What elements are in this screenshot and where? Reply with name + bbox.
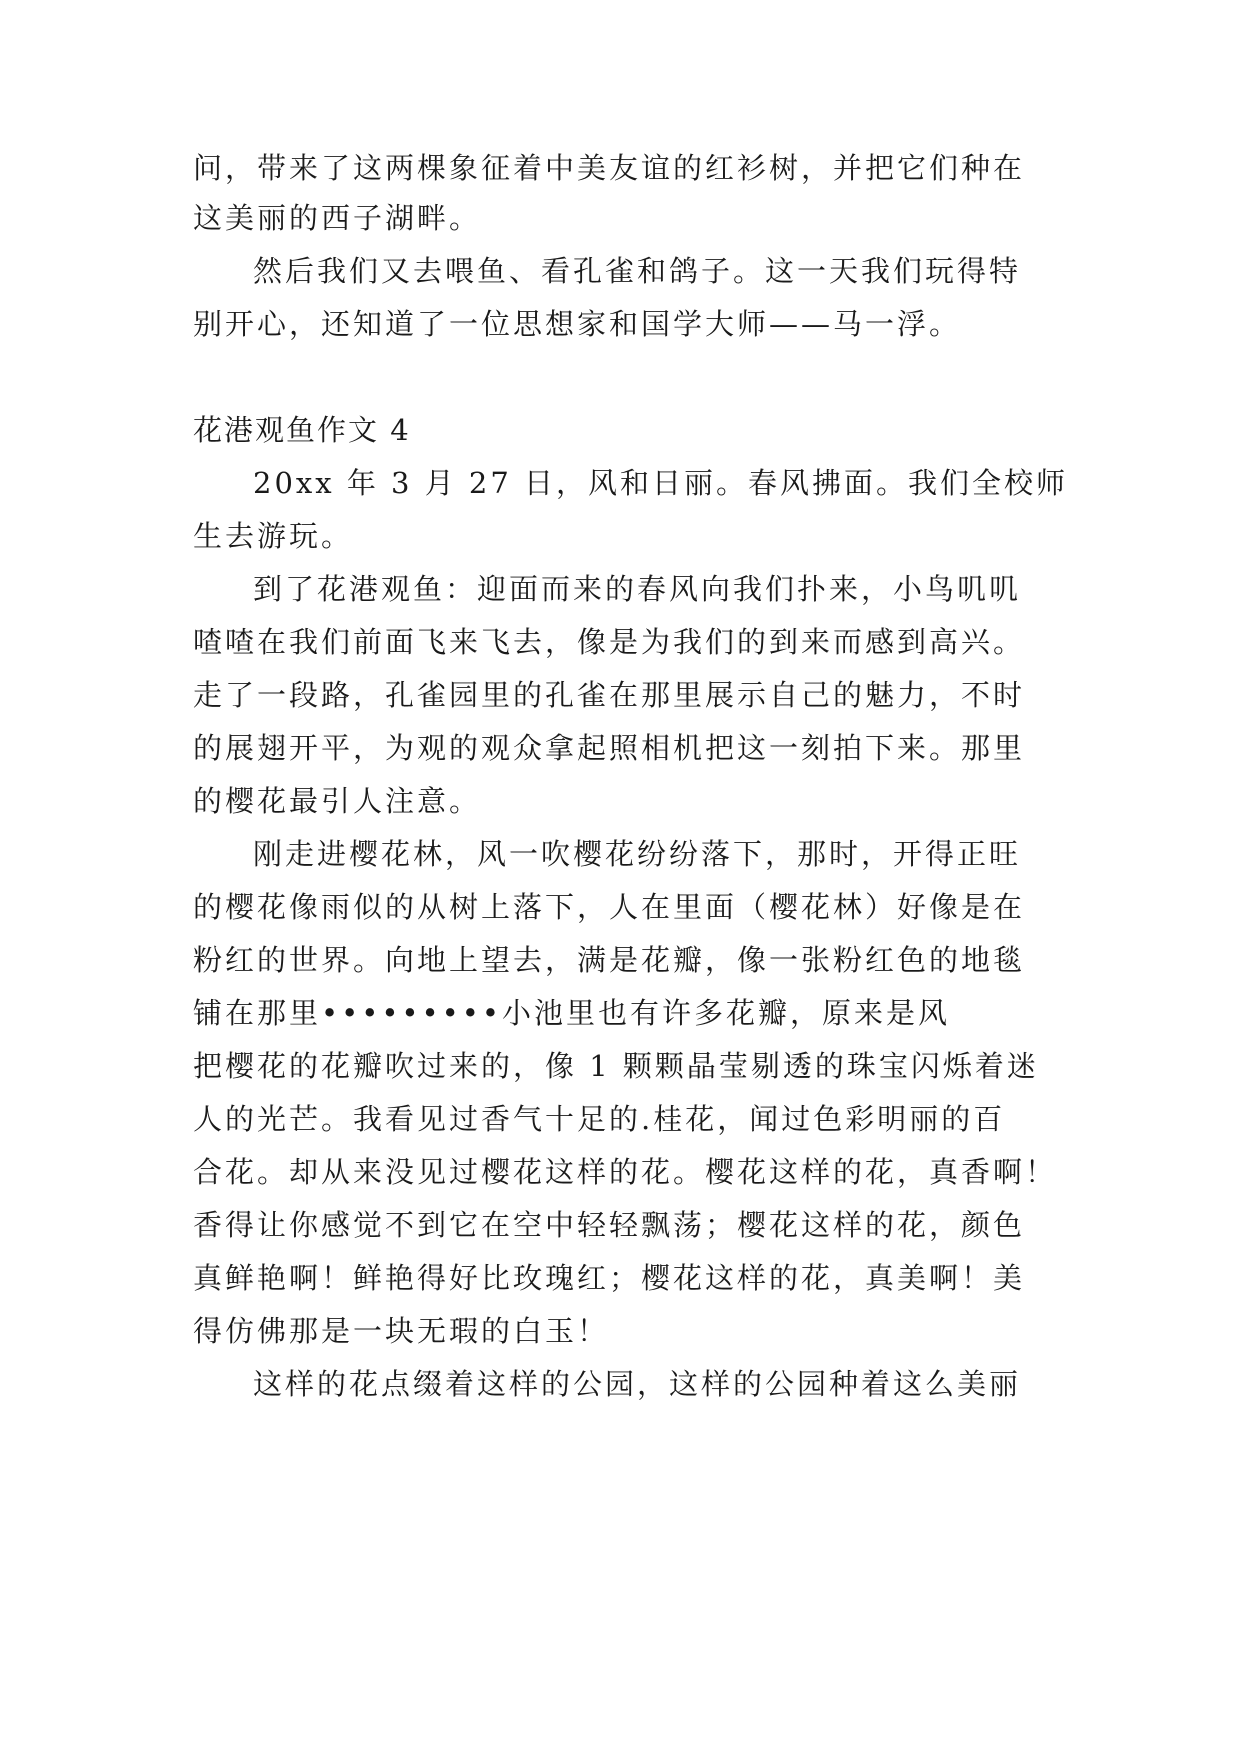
paragraph-line: 这样的花点缀着这样的公园，这样的公园种着这么美丽: [253, 1367, 1022, 1401]
paragraph-line: 这美丽的西子湖畔。: [193, 201, 482, 235]
paragraph-line: 的樱花最引人注意。: [193, 784, 482, 818]
paragraph-line: 生去游玩。: [193, 519, 354, 553]
paragraph-line: 走了一段路，孔雀园里的孔雀在那里展示自己的魅力，不时: [193, 678, 1026, 712]
paragraph-line: 刚走进樱花林，风一吹樱花纷纷落下，那时，开得正旺: [253, 837, 1022, 871]
paragraph-line: 合花。却从来没见过樱花这样的花。樱花这样的花，真香啊！: [193, 1155, 1058, 1189]
paragraph-line: 得仿佛那是一块无瑕的白玉！: [193, 1314, 610, 1348]
paragraph-line: 别开心，还知道了一位思想家和国学大师——马一浮。: [193, 307, 962, 341]
paragraph-line: 20xx 年 3 月 27 日，风和日丽。春风拂面。我们全校师: [253, 466, 1069, 500]
paragraph-line: 问，带来了这两棵象征着中美友谊的红衫树，并把它们种在: [193, 151, 1026, 185]
paragraph-line: 把樱花的花瓣吹过来的，像 1 颗颗晶莹剔透的珠宝闪烁着迷: [193, 1049, 1039, 1083]
paragraph-line: 香得让你感觉不到它在空中轻轻飘荡；樱花这样的花，颜色: [193, 1208, 1026, 1242]
paragraph-line: 到了花港观鱼：迎面而来的春风向我们扑来，小鸟叽叽: [253, 572, 1022, 606]
paragraph-line: 人的光芒。我看见过香气十足的.桂花，闻过色彩明丽的百: [193, 1102, 1006, 1136]
paragraph-line: 喳喳在我们前面飞来飞去，像是为我们的到来而感到高兴。: [193, 625, 1026, 659]
paragraph-line: 的樱花像雨似的从树上落下，人在里面（樱花林）好像是在: [193, 890, 1026, 924]
paragraph-line: 然后我们又去喂鱼、看孔雀和鸽子。这一天我们玩得特: [253, 254, 1022, 288]
paragraph-line: 铺在那里•••••••••小池里也有许多花瓣，原来是风: [193, 996, 950, 1030]
section-heading: 花港观鱼作文 4: [193, 413, 411, 447]
paragraph-line: 的展翅开平，为观的观众拿起照相机把这一刻拍下来。那里: [193, 731, 1026, 765]
paragraph-line: 真鲜艳啊！鲜艳得好比玫瑰红；樱花这样的花，真美啊！美: [193, 1261, 1026, 1295]
paragraph-line: 粉红的世界。向地上望去，满是花瓣，像一张粉红色的地毯: [193, 943, 1026, 977]
